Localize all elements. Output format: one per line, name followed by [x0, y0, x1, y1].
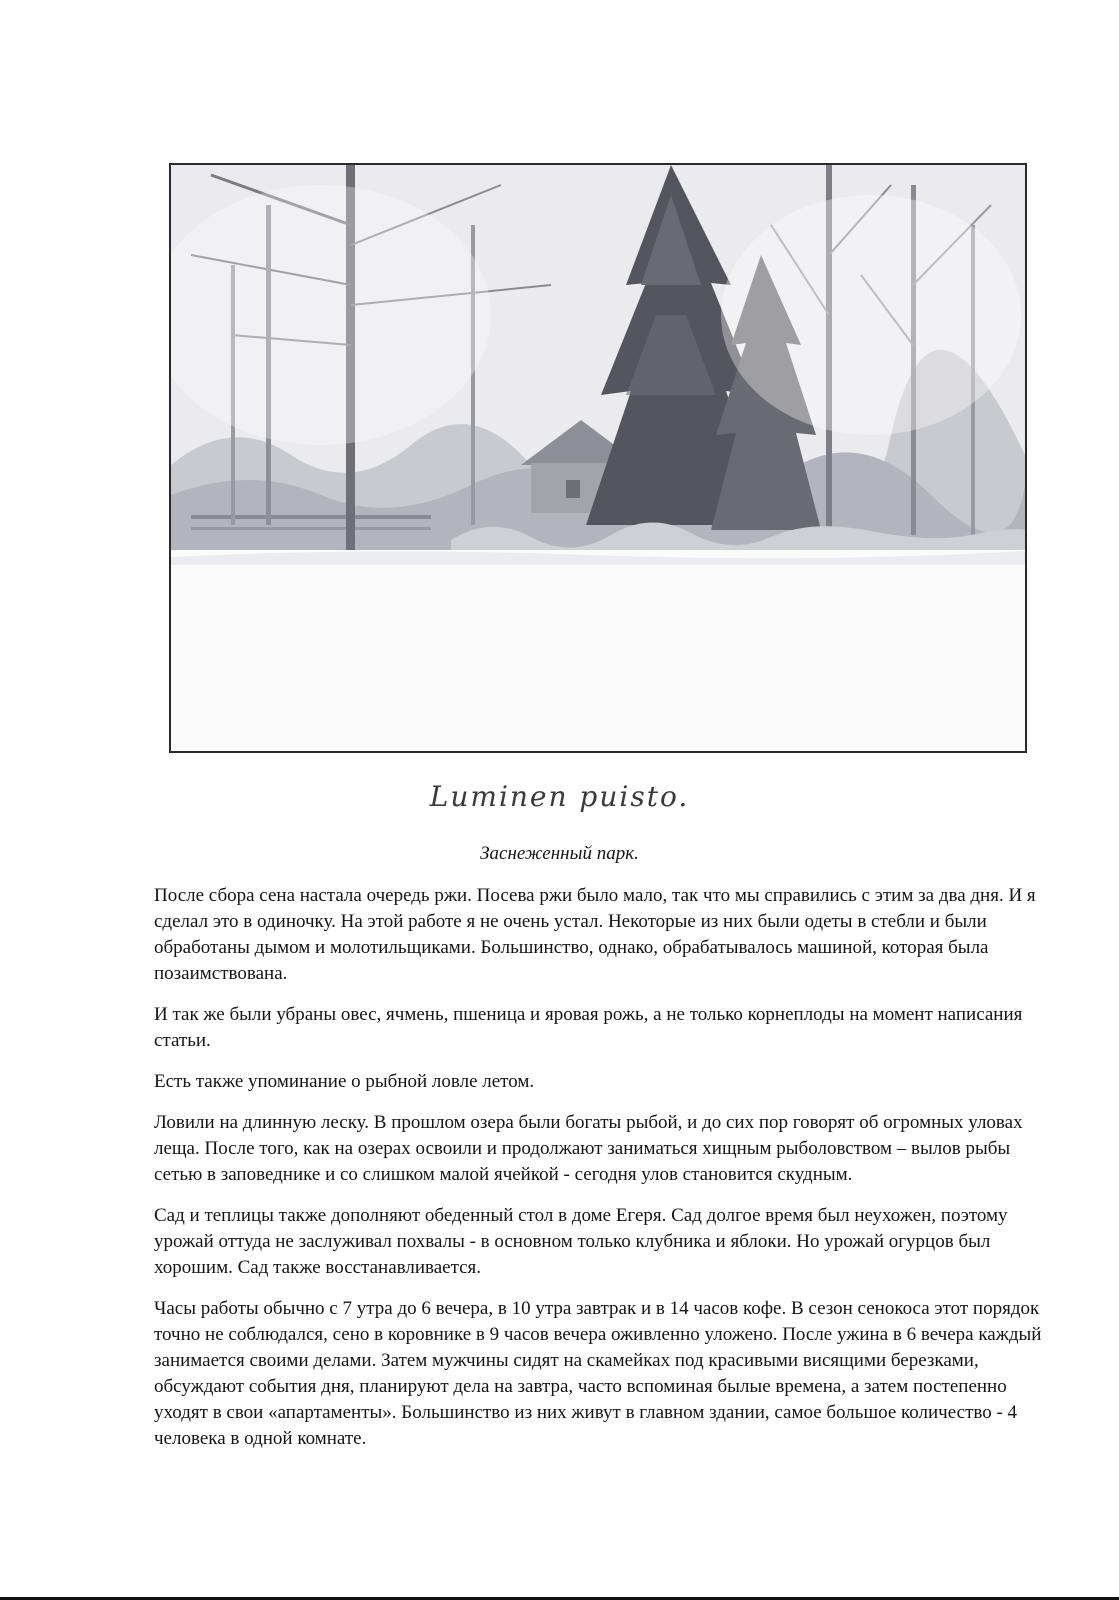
paragraph-rye-harvest: После сбора сена настала очередь ржи. Посева ржи было мало, так что мы справились с этим за два дня. И я сделал это в одиночку. На этой работе я не очень устал. Некоторые из них были одеты в стебли и были обработаны дымом и молотильщиками. Большинство, однако, обрабатывалось машиной, которая была позаимствована. — [154, 885, 1036, 984]
paragraph-fishing: Ловили на длинную леску. В прошлом озера были богаты рыбой, и до сих пор говорят об огромных уловах леща. После того, как на озерах освоили и продолжают заниматься хищным рыболовством – вылов рыбы сетью в заповеднике и со слишком малой ячейкой - сегодня улов становится скудным. — [154, 1112, 1023, 1185]
paragraph-fishing-mention: Есть также упоминание о рыбной ловле летом. — [154, 1071, 535, 1092]
snowy-park-illustration — [171, 165, 1025, 751]
paragraph-garden: Сад и теплицы также дополняют обеденный стол в доме Егеря. Сад долгое время был неухожен, поэтому урожай оттуда не заслуживал похвалы - в основном только клубника и яблоки. Но урожай огурцов был хорошим. Сад также восстанавливается. — [154, 1205, 1008, 1278]
snowy-park-photo — [169, 163, 1027, 753]
body-text — [154, 883, 1046, 1467]
original-caption: Luminen puisto. — [429, 780, 690, 813]
paragraph-crops: И так же были убраны овес, ячмень, пшеница и яровая рожь, а не только корнеплоды на момент написания статьи. — [154, 1004, 1023, 1051]
paragraph-work-hours: Часы работы обычно с 7 утра до 6 вечера, в 10 утра завтрак и в 14 часов кофе. В сезон сенокоса этот порядок точно не соблюдался, сено в коровнике в 9 часов вечера оживленно уложено. После ужина в 6 вечера каждый занимается своими делами. Затем мужчины сидят на скамейках под красивыми висящими березками, обсуждают события дня, планируют дела на завтра, часто вспоминая былые времена, а затем постепенно уходят в свои «апартаменты». Большинство из них живут в главном здании, самое большое количество - 4 человека в одной комнате. — [154, 1298, 1042, 1449]
translated-caption: Заснеженный парк. — [480, 843, 639, 864]
